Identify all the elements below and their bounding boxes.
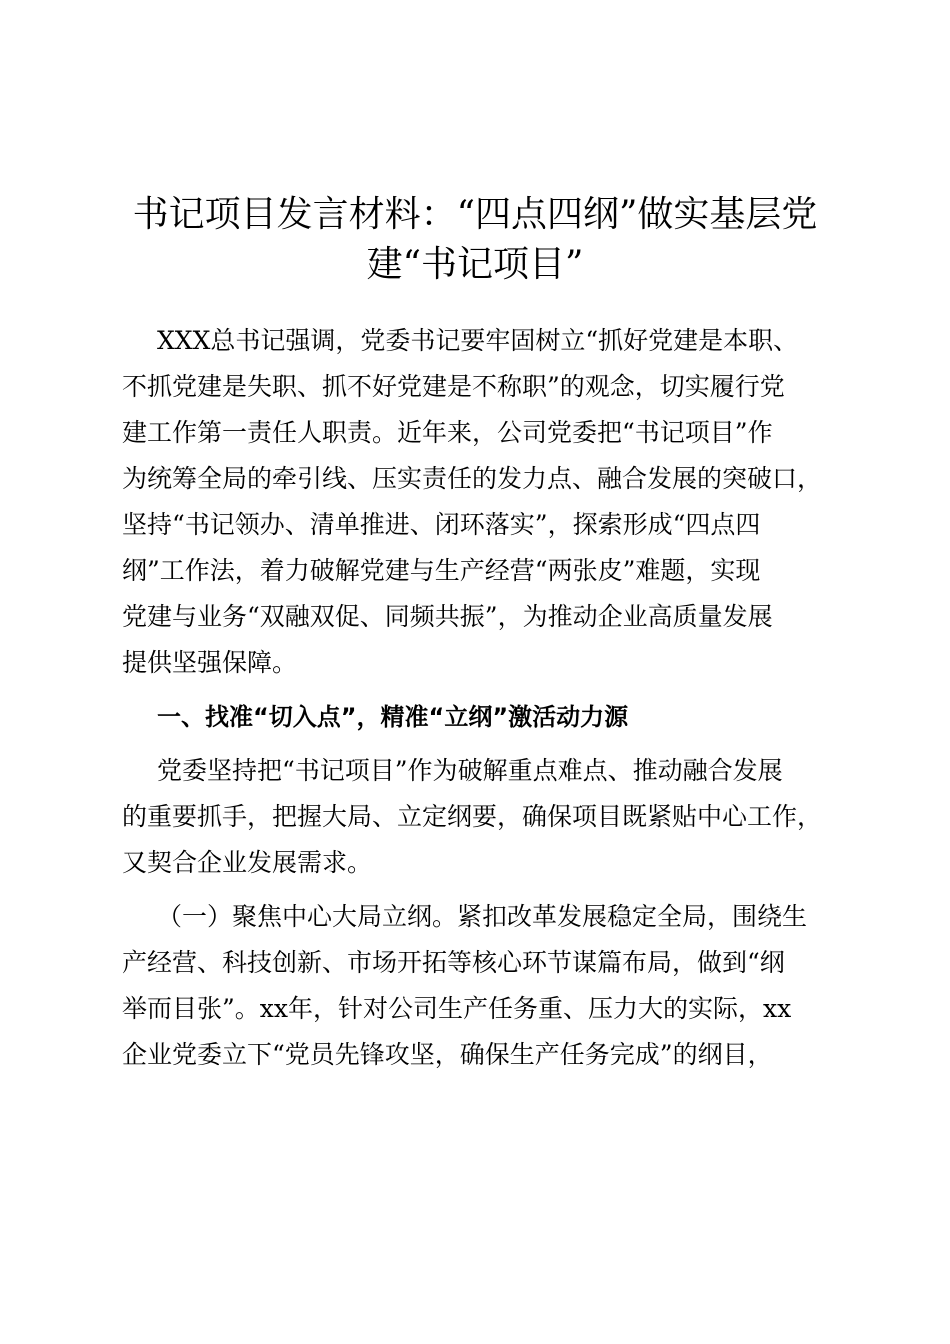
title-line-1: 书记项目发言材料：“四点四纲”做实基层党 [132, 194, 818, 235]
subsection1-line: 企业党委立下“党员先锋攻坚，确保生产任务完成”的纲目， [122, 1040, 773, 1069]
intro-line: 不抓党建是失职、抓不好党建是不称职”的观念，切实履行党 [122, 372, 785, 401]
intro-line: 纲”工作法，着力破解党建与生产经营“两张皮”难题，实现 [122, 556, 761, 585]
document-title [110, 190, 840, 290]
intro-line: 党建与业务“双融双促、同频共振”，为推动企业高质量发展 [122, 602, 773, 631]
subsection1-line: 产经营、科技创新、市场开拓等核心环节谋篇布局，做到“纲 [122, 948, 785, 977]
intro-line: 坚持“书记领办、清单推进、闭环落实”，探索形成“四点四 [122, 510, 761, 539]
section-heading-1: 一、找准“切入点”，精准“立纲”激活动力源 [157, 703, 629, 731]
intro-line: 为统筹全局的牵引线、压实责任的发力点、融合发展的突破口， [122, 464, 823, 493]
title-line-2: 建“书记项目” [366, 244, 584, 285]
section1-line: 的重要抓手，把握大局、立定纲要，确保项目既紧贴中心工作， [122, 802, 823, 831]
document-body [122, 318, 827, 1078]
intro-line: 提供坚强保障。 [122, 648, 298, 677]
intro-line: XXX总书记强调，党委书记要牢固树立“抓好党建是本职、 [157, 326, 799, 355]
section1-line: 党委坚持把“书记项目”作为破解重点难点、推动融合发展 [157, 756, 783, 785]
subsection1-line: 举而目张”。xx年，针对公司生产任务重、压力大的实际，xx [122, 994, 792, 1023]
subsection1-line: （一）聚焦中心大局立纲。紧扣改革发展稳定全局，围绕生 [157, 902, 808, 931]
section1-line: 又契合企业发展需求。 [122, 848, 373, 877]
intro-line: 建工作第一责任人职责。近年来，公司党委把“书记项目”作 [122, 418, 773, 447]
